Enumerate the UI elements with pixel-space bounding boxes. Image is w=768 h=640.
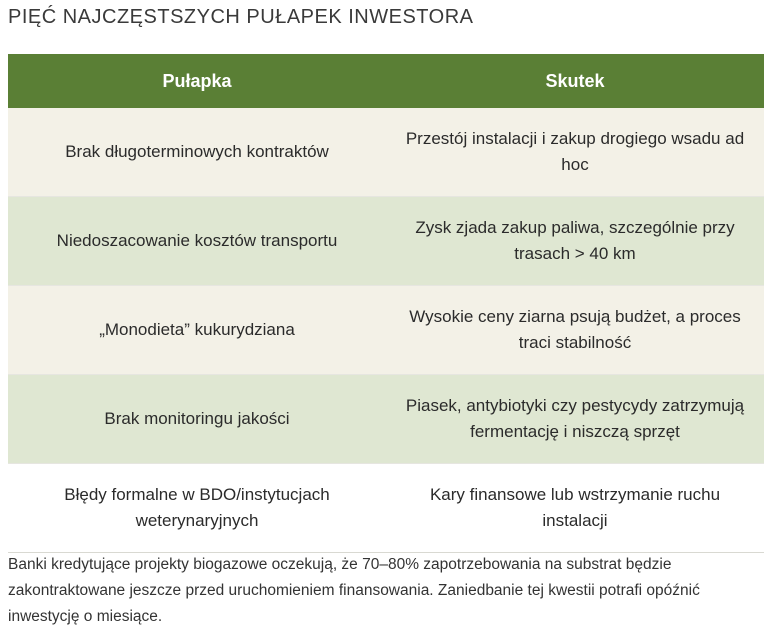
trap-cell: Brak długoterminowych kontraktów <box>8 108 386 197</box>
traps-table <box>8 54 764 553</box>
table-header-row <box>8 54 764 108</box>
trap-cell: Brak monitoringu jakości <box>8 375 386 464</box>
page-title: PIĘĆ NAJCZĘSTSZYCH PUŁAPEK INWESTORA <box>8 6 474 28</box>
table-row <box>8 197 764 286</box>
effect-cell: Kary finansowe lub wstrzymanie ruchu instalacji <box>386 464 764 553</box>
header-effect: Skutek <box>386 54 764 108</box>
footnote-paragraph: Banki kredytujące projekty biogazowe oczekują, że 70–80% zapotrzebowania na substrat będzie zakontraktowane jeszcze przed uruchomieniem finansowania. Zaniedbanie tej kwestii potrafi opóźnić inwestycję o miesiące. <box>8 556 700 625</box>
effect-cell: Przestój instalacji i zakup drogiego wsadu ad hoc <box>386 108 764 197</box>
effect-cell: Piasek, antybiotyki czy pestycydy zatrzymują fermentację i niszczą sprzęt <box>386 375 764 464</box>
effect-cell: Wysokie ceny ziarna psują budżet, a proces traci stabilność <box>386 286 764 375</box>
trap-cell: „Monodieta” kukurydziana <box>8 286 386 375</box>
trap-cell: Błędy formalne w BDO/instytucjach weterynaryjnych <box>8 464 386 553</box>
header-trap: Pułapka <box>8 54 386 108</box>
table-row <box>8 108 764 197</box>
table-row <box>8 375 764 464</box>
trap-cell: Niedoszacowanie kosztów transportu <box>8 197 386 286</box>
effect-cell: Zysk zjada zakup paliwa, szczególnie przy trasach > 40 km <box>386 197 764 286</box>
table-row <box>8 286 764 375</box>
table-row <box>8 464 764 553</box>
